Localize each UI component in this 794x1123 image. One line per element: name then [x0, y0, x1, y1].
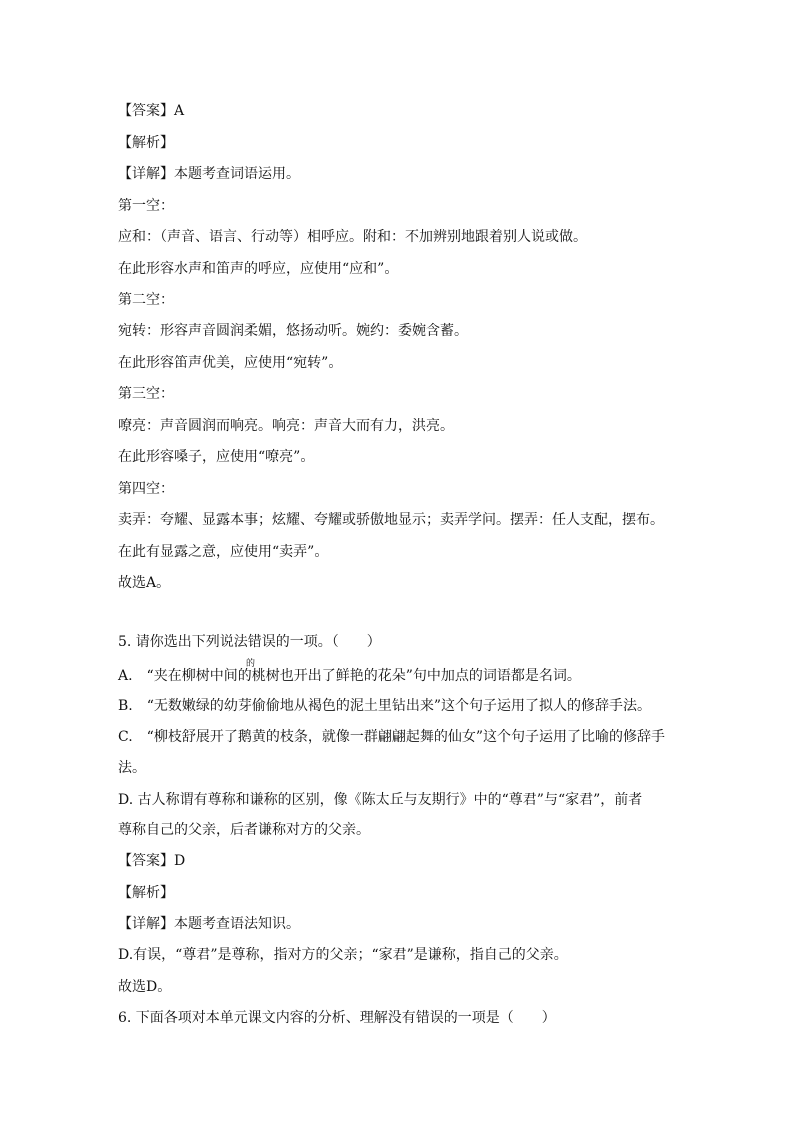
q4-choice: 故选A。	[118, 575, 171, 591]
q4-blank3-definition: 嘹亮：声音圆润而响亮。响亮：声音大而有力，洪亮。	[118, 418, 454, 434]
q5-question: 5. 请你选出下列说法错误的一项。（ ）	[118, 634, 381, 650]
q5-option-a-emphasis-mark: 的	[246, 659, 256, 669]
q4-blank3-conclusion: 在此形容嗓子，应使用“嘹亮”。	[118, 449, 315, 465]
q4-blank4-title: 第四空：	[118, 481, 174, 497]
q4-blank2-definition: 宛转：形容声音圆润柔媚，悠扬动听。婉约：委婉含蓄。	[118, 323, 468, 339]
q5-option-d-line1: D. 古人称谓有尊称和谦称的区别，像《陈太丘与友期行》中的“尊君”与“家君”，前者	[118, 792, 643, 808]
q5-option-a: A. “夹在柳树中间的桃树也开出了鲜艳的花朵”句中加点的词语都是名词。	[118, 668, 581, 684]
q4-blank1-conclusion: 在此形容水声和笛声的呼应，应使用“应和”。	[118, 261, 399, 277]
q4-blank4-definition: 卖弄：夸耀、显露本事；炫耀、夸耀或骄傲地显示；卖弄学问。摆弄：任人支配，摆布。	[118, 512, 664, 528]
q5-analysis-heading: 【解析】	[118, 885, 174, 901]
q4-blank2-conclusion: 在此形容笛声优美，应使用“宛转”。	[118, 355, 343, 371]
q4-blank3-title: 第三空：	[118, 386, 174, 402]
q4-blank1-definition: 应和：（声音、语言、行动等）相呼应。附和：不加辨别地跟着别人说或做。	[118, 229, 587, 245]
q5-detail: 【详解】本题考查语法知识。	[118, 916, 300, 932]
q4-analysis-heading: 【解析】	[118, 135, 174, 151]
q4-blank2-title: 第二空：	[118, 292, 174, 308]
q5-answer: 【答案】D	[118, 853, 186, 869]
q4-blank1-title: 第一空：	[118, 198, 174, 214]
q6-question: 6. 下面各项对本单元课文内容的分析、理解没有错误的一项是（ ）	[118, 1010, 556, 1026]
q5-option-c-line2: 法。	[118, 760, 146, 776]
q5-explanation: D.有误，“尊君”是尊称，指对方的父亲；“家君”是谦称，指自己的父亲。	[118, 947, 568, 963]
q5-option-d-line2: 尊称自己的父亲，后者谦称对方的父亲。	[118, 822, 370, 838]
q4-detail: 【详解】本题考查词语运用。	[118, 166, 300, 182]
q5-option-c-line1: C. “柳枝舒展开了鹅黄的枝条，就像一群翩翩起舞的仙女”这个句子运用了比喻的修辞手	[118, 729, 665, 745]
q4-blank4-conclusion: 在此有显露之意，应使用“卖弄”。	[118, 544, 329, 560]
q4-answer: 【答案】A	[118, 103, 185, 119]
q5-choice: 故选D。	[118, 979, 172, 995]
q5-option-b: B. “无数嫩绿的幼芽偷偷地从褐色的泥土里钻出来”这个句子运用了拟人的修辞手法。	[118, 698, 652, 714]
